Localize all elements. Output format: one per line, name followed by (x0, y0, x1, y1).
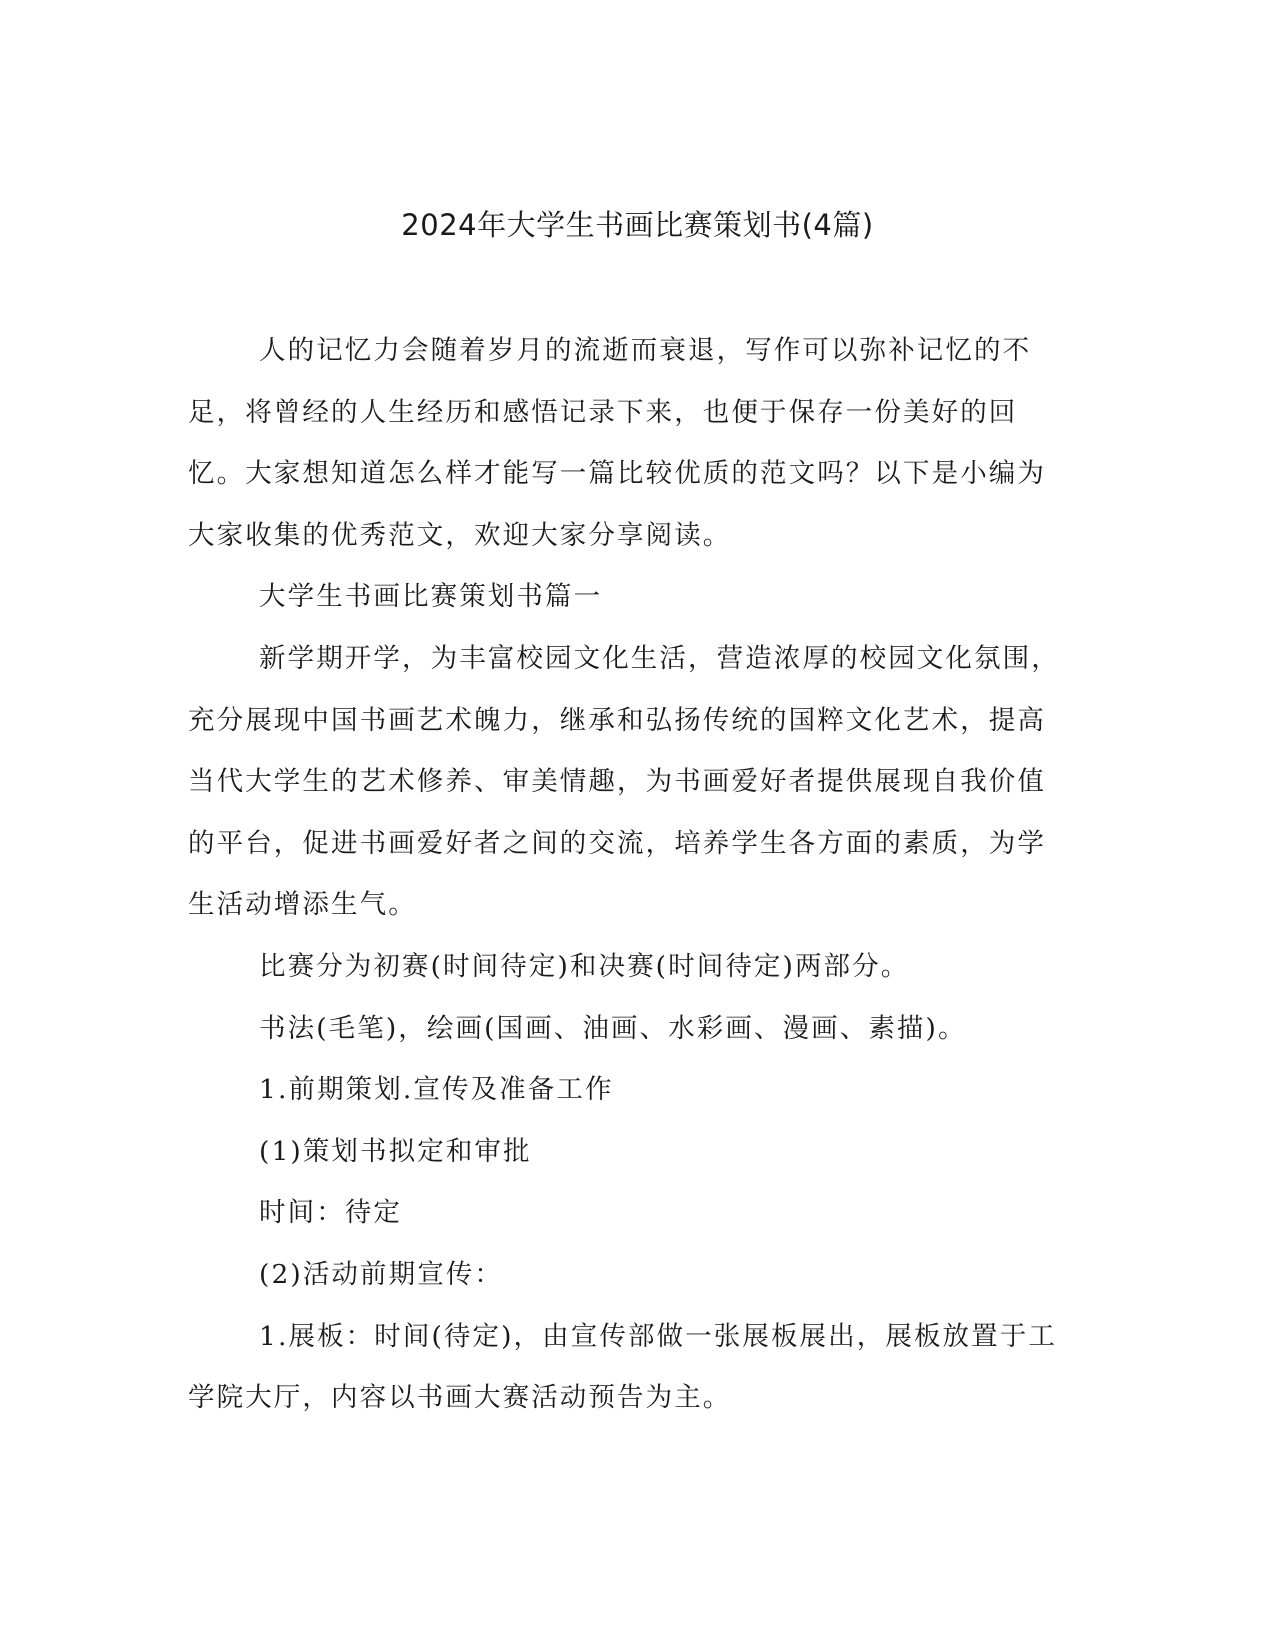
document-title: 2024年大学生书画比赛策划书(4篇) (401, 208, 874, 242)
schedule-paragraph: 比赛分为初赛(时间待定)和决赛(时间待定)两部分。 (259, 950, 910, 982)
substep-heading: (2)活动前期宣传： (259, 1258, 504, 1290)
background-paragraph: 新学期开学，为丰富校园文化生活，营造浓厚的校园文化氛围，充分展现中国书画艺术魄力，继承和弘扬传统的国粹文化艺术，提高当代大学生的艺术修养、审美情趣，为书画爱好者提供展现自我价值的平台，促进书画爱好者之间的交流，培养学生各方面的素质，为学生活动增添生气。 (188, 642, 1060, 921)
section-heading: 大学生书画比赛策划书篇一 (259, 581, 603, 613)
intro-paragraph: 人的记忆力会随着岁月的流逝而衰退，写作可以弥补记忆的不足，将曾经的人生经历和感悟记录下来，也便于保存一份美好的回忆。大家想知道怎么样才能写一篇比较优质的范文吗？以下是小编为大家收集的优秀范文，欢迎大家分享阅读。 (188, 335, 1046, 551)
time-line: 时间：待定 (259, 1197, 402, 1229)
categories-paragraph: 书法(毛笔)，绘画(国画、油画、水彩画、漫画、素描)。 (259, 1012, 967, 1044)
step-heading: 1.前期策划.宣传及准备工作 (259, 1074, 614, 1106)
substep-heading: (1)策划书拟定和审批 (259, 1135, 532, 1167)
display-board-paragraph: 1.展板：时间(待定)，由宣传部做一张展板展出，展板放置于工学院大厅，内容以书画大赛活动预告为主。 (188, 1320, 1057, 1414)
document-body (188, 320, 1068, 1429)
